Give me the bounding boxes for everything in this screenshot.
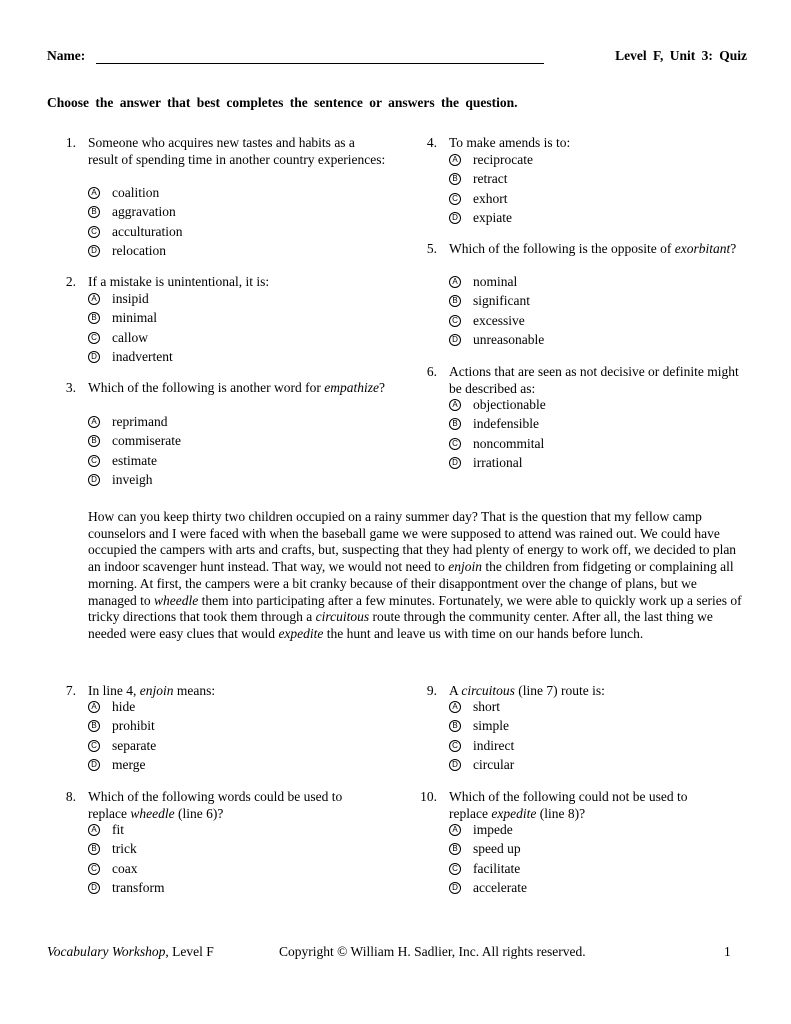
instructions: Choose the answer that best completes the sentence or answers the question.	[47, 95, 518, 110]
option-label: accelerate	[473, 880, 527, 895]
bubble-c-icon[interactable]: C	[449, 863, 461, 875]
option-label: relocation	[112, 243, 166, 258]
options-list	[88, 820, 164, 898]
bubble-a-icon[interactable]: A	[88, 416, 100, 428]
bubble-a-icon[interactable]: A	[88, 701, 100, 713]
option-label: expiate	[473, 210, 512, 225]
option-label: aggravation	[112, 204, 176, 219]
option-c[interactable]	[449, 736, 514, 756]
option-b[interactable]	[88, 432, 181, 452]
footer-book-title	[47, 944, 214, 960]
options-list	[88, 183, 182, 261]
option-label: reprimand	[112, 413, 168, 429]
question-keyword: enjoin	[139, 683, 174, 698]
question-text-part: (line 7) route is:	[518, 683, 605, 698]
bubble-c-icon[interactable]: C	[88, 455, 100, 467]
bubble-c-icon[interactable]: C	[449, 193, 461, 205]
bubble-a-icon[interactable]: A	[449, 154, 461, 166]
bubble-c-icon[interactable]: C	[449, 740, 461, 752]
option-label: reciprocate	[473, 151, 533, 167]
bubble-b-icon[interactable]: B	[88, 435, 100, 447]
question-text-part: ?	[378, 380, 385, 395]
option-a[interactable]	[449, 272, 544, 292]
bubble-b-icon[interactable]: B	[449, 173, 461, 185]
bubble-c-icon[interactable]: C	[88, 863, 100, 875]
option-label: simple	[473, 718, 509, 733]
option-c[interactable]	[449, 434, 546, 454]
option-label: short	[473, 698, 500, 714]
passage-paragraph	[88, 509, 748, 643]
passage-keyword: enjoin	[448, 559, 483, 575]
question-text-part: A	[449, 683, 459, 698]
option-label: acculturation	[112, 223, 183, 239]
quiz-title: Level F, Unit 3: Quiz	[615, 48, 747, 63]
option-b[interactable]	[88, 840, 164, 860]
option-a[interactable]	[88, 412, 181, 432]
bubble-a-icon[interactable]: A	[88, 187, 100, 199]
passage-keyword: wheedle	[153, 592, 199, 608]
question-keyword: empathize	[324, 380, 379, 395]
option-c[interactable]	[88, 736, 156, 756]
bubble-c-icon[interactable]: C	[88, 332, 100, 344]
option-label: fit	[112, 821, 124, 837]
option-b[interactable]	[449, 717, 514, 737]
question-number: 7.	[65, 683, 76, 698]
option-label: objectionable	[473, 396, 546, 412]
passage-text: route through the community center. After all, the last thing we needed were easy clues that would	[88, 609, 713, 641]
option-b[interactable]	[449, 292, 544, 312]
question-text-part: ?	[730, 241, 737, 256]
question-text	[449, 241, 749, 258]
question-text: Someone who acquires new tastes and habits as a result of spending time in another country experiences:	[88, 135, 386, 167]
question-keyword: circuitous	[461, 683, 515, 698]
option-a[interactable]	[449, 697, 514, 717]
bubble-d-icon[interactable]: D	[449, 882, 461, 894]
option-d[interactable]	[449, 879, 527, 899]
option-label: callow	[112, 329, 148, 345]
option-label: inveigh	[112, 472, 153, 487]
option-c[interactable]	[449, 859, 527, 879]
option-label: separate	[112, 737, 157, 753]
option-label: indefensible	[473, 416, 539, 431]
passage-keyword: expedite	[278, 625, 324, 641]
option-a[interactable]	[88, 820, 164, 840]
bubble-b-icon[interactable]: B	[88, 206, 100, 218]
option-label: unreasonable	[473, 332, 545, 347]
option-label: circular	[473, 757, 515, 772]
bubble-b-icon[interactable]: B	[88, 843, 100, 855]
bubble-c-icon[interactable]: C	[449, 315, 461, 327]
options-list	[449, 150, 533, 228]
question-text-part: (line 6)?	[177, 805, 224, 821]
bubble-b-icon[interactable]: B	[449, 295, 461, 307]
option-label: merge	[112, 757, 146, 772]
bubble-a-icon[interactable]: A	[449, 824, 461, 836]
option-label: impede	[473, 821, 513, 837]
option-label: facilitate	[473, 860, 521, 876]
question-number: 10.	[420, 789, 437, 804]
option-b[interactable]	[88, 717, 156, 737]
option-d[interactable]	[88, 756, 156, 776]
options-list	[449, 820, 527, 898]
bubble-a-icon[interactable]: A	[449, 701, 461, 713]
question-number: 3.	[65, 380, 76, 395]
question-keyword: exorbitant	[674, 241, 731, 256]
option-label: inadvertent	[112, 349, 173, 364]
bubble-d-icon[interactable]: D	[88, 245, 100, 257]
passage-text: the hunt and leave us with time on our hands before lunch.	[326, 625, 644, 641]
book-level: , Level F	[165, 944, 214, 959]
options-list	[88, 289, 173, 367]
passage-text: How can you keep thirty two children occupied on a rainy summer day? That is the question that my fellow camp counselors and I were faced with when the baseball game we were supposed to attend was rained out. We could have occupied the campers with arts and crafts, but, suspecting that they had plenty of energy to work off, we decided to plan an indoor scavenger hunt instead. That way, we would not need to	[88, 509, 737, 575]
option-label: indirect	[473, 737, 515, 753]
option-label: minimal	[112, 310, 157, 325]
option-label: trick	[112, 841, 137, 856]
option-c[interactable]	[88, 451, 181, 471]
option-b[interactable]	[88, 203, 182, 223]
option-label: noncommital	[473, 435, 545, 451]
question-text-part: Which of the following could not be used to replace	[449, 789, 688, 821]
option-a[interactable]	[449, 150, 533, 170]
option-label: coalition	[112, 184, 160, 200]
bubble-b-icon[interactable]: B	[449, 720, 461, 732]
bubble-b-icon[interactable]: B	[449, 843, 461, 855]
question-text	[449, 789, 729, 822]
bubble-a-icon[interactable]: A	[449, 399, 461, 411]
option-d[interactable]	[449, 756, 514, 776]
option-d[interactable]	[449, 209, 533, 229]
question-text: To make amends is to:	[449, 135, 571, 150]
option-label: transform	[112, 880, 165, 895]
reading-passage	[88, 509, 748, 643]
question-keyword: expedite	[491, 805, 537, 821]
bubble-b-icon[interactable]: B	[88, 312, 100, 324]
option-d[interactable]	[88, 471, 181, 491]
option-c[interactable]	[449, 189, 533, 209]
question-keyword: wheedle	[130, 805, 175, 821]
question-text-part: means:	[176, 683, 216, 698]
question-text-part: Which of the following is another word for	[88, 380, 321, 395]
question-number: 8.	[65, 789, 76, 804]
bubble-d-icon[interactable]: D	[88, 474, 100, 486]
name-label: Name:	[47, 48, 86, 63]
bubble-d-icon[interactable]: D	[449, 457, 461, 469]
option-d[interactable]	[88, 879, 164, 899]
question-number: 6.	[426, 364, 437, 379]
question-text-part: (line 8)?	[539, 805, 586, 821]
option-b[interactable]	[449, 840, 527, 860]
book-title: Vocabulary Workshop	[47, 944, 166, 959]
option-label: commiserate	[112, 433, 181, 448]
bubble-d-icon[interactable]: D	[449, 759, 461, 771]
option-label: irrational	[473, 455, 523, 470]
bubble-d-icon[interactable]: D	[449, 212, 461, 224]
bubble-d-icon[interactable]: D	[88, 759, 100, 771]
options-list	[88, 697, 156, 775]
question-number: 9.	[426, 683, 437, 698]
option-b[interactable]	[449, 415, 546, 435]
question-text-part: Which of the following words could be used to replace	[88, 789, 343, 821]
option-c[interactable]	[88, 328, 173, 348]
question-number: 1.	[65, 135, 76, 150]
option-label: significant	[473, 293, 530, 308]
option-c[interactable]	[88, 222, 182, 242]
option-label: estimate	[112, 452, 157, 468]
passage-keyword: circuitous	[315, 609, 370, 625]
bubble-a-icon[interactable]: A	[88, 824, 100, 836]
question-text: Actions that are seen as not decisive or definite might be described as:	[449, 364, 739, 396]
option-a[interactable]	[88, 697, 156, 717]
bubble-c-icon[interactable]: C	[88, 226, 100, 238]
option-label: hide	[112, 698, 136, 714]
option-d[interactable]	[88, 348, 173, 368]
option-label: prohibit	[112, 718, 155, 733]
bubble-c-icon[interactable]: C	[88, 740, 100, 752]
option-c[interactable]	[449, 311, 544, 331]
bubble-b-icon[interactable]: B	[88, 720, 100, 732]
option-b[interactable]	[88, 309, 173, 329]
bubble-d-icon[interactable]: D	[449, 334, 461, 346]
bubble-a-icon[interactable]: A	[449, 276, 461, 288]
bubble-d-icon[interactable]: D	[88, 882, 100, 894]
question-text: If a mistake is unintentional, it is:	[88, 274, 270, 289]
footer-copyright: Copyright © William H. Sadlier, Inc. All rights reserved.	[279, 944, 586, 959]
option-c[interactable]	[88, 859, 164, 879]
passage-text: the children from fidgeting or complaining all morning. At first, the campers were a bit cranky because of their disappontment over the change of plans, but we managed to	[88, 559, 734, 608]
question-text	[88, 789, 378, 822]
passage-text: them into participating after a few minutes. Fortunately, we were able to quickly work up a series of tricky directions that took them through a	[88, 592, 742, 625]
question-text-part: In line 4,	[88, 683, 137, 698]
bubble-b-icon[interactable]: B	[449, 418, 461, 430]
option-label: insipid	[112, 290, 149, 306]
options-list	[449, 395, 546, 473]
name-blank[interactable]	[96, 63, 544, 64]
bubble-c-icon[interactable]: C	[449, 438, 461, 450]
bubble-d-icon[interactable]: D	[88, 351, 100, 363]
question-text	[88, 380, 388, 397]
option-label: exhort	[473, 190, 508, 206]
option-a[interactable]	[88, 183, 182, 203]
question-number: 5.	[426, 241, 437, 256]
option-d[interactable]	[88, 242, 182, 262]
page-number: 1	[724, 944, 731, 959]
option-label: speed up	[473, 841, 521, 856]
question-text-part: Which of the following is the opposite of	[449, 241, 672, 256]
option-label: coax	[112, 860, 138, 876]
option-d[interactable]	[449, 454, 546, 474]
option-a[interactable]	[449, 395, 546, 415]
bubble-a-icon[interactable]: A	[88, 293, 100, 305]
option-label: retract	[473, 171, 508, 186]
option-label: nominal	[473, 273, 518, 289]
option-label: excessive	[473, 312, 525, 328]
question-number: 2.	[65, 274, 76, 289]
option-b[interactable]	[449, 170, 533, 190]
options-list	[449, 272, 544, 350]
question-number: 4.	[426, 135, 437, 150]
option-d[interactable]	[449, 331, 544, 351]
option-a[interactable]	[88, 289, 173, 309]
options-list	[449, 697, 514, 775]
option-a[interactable]	[449, 820, 527, 840]
options-list	[88, 412, 181, 490]
